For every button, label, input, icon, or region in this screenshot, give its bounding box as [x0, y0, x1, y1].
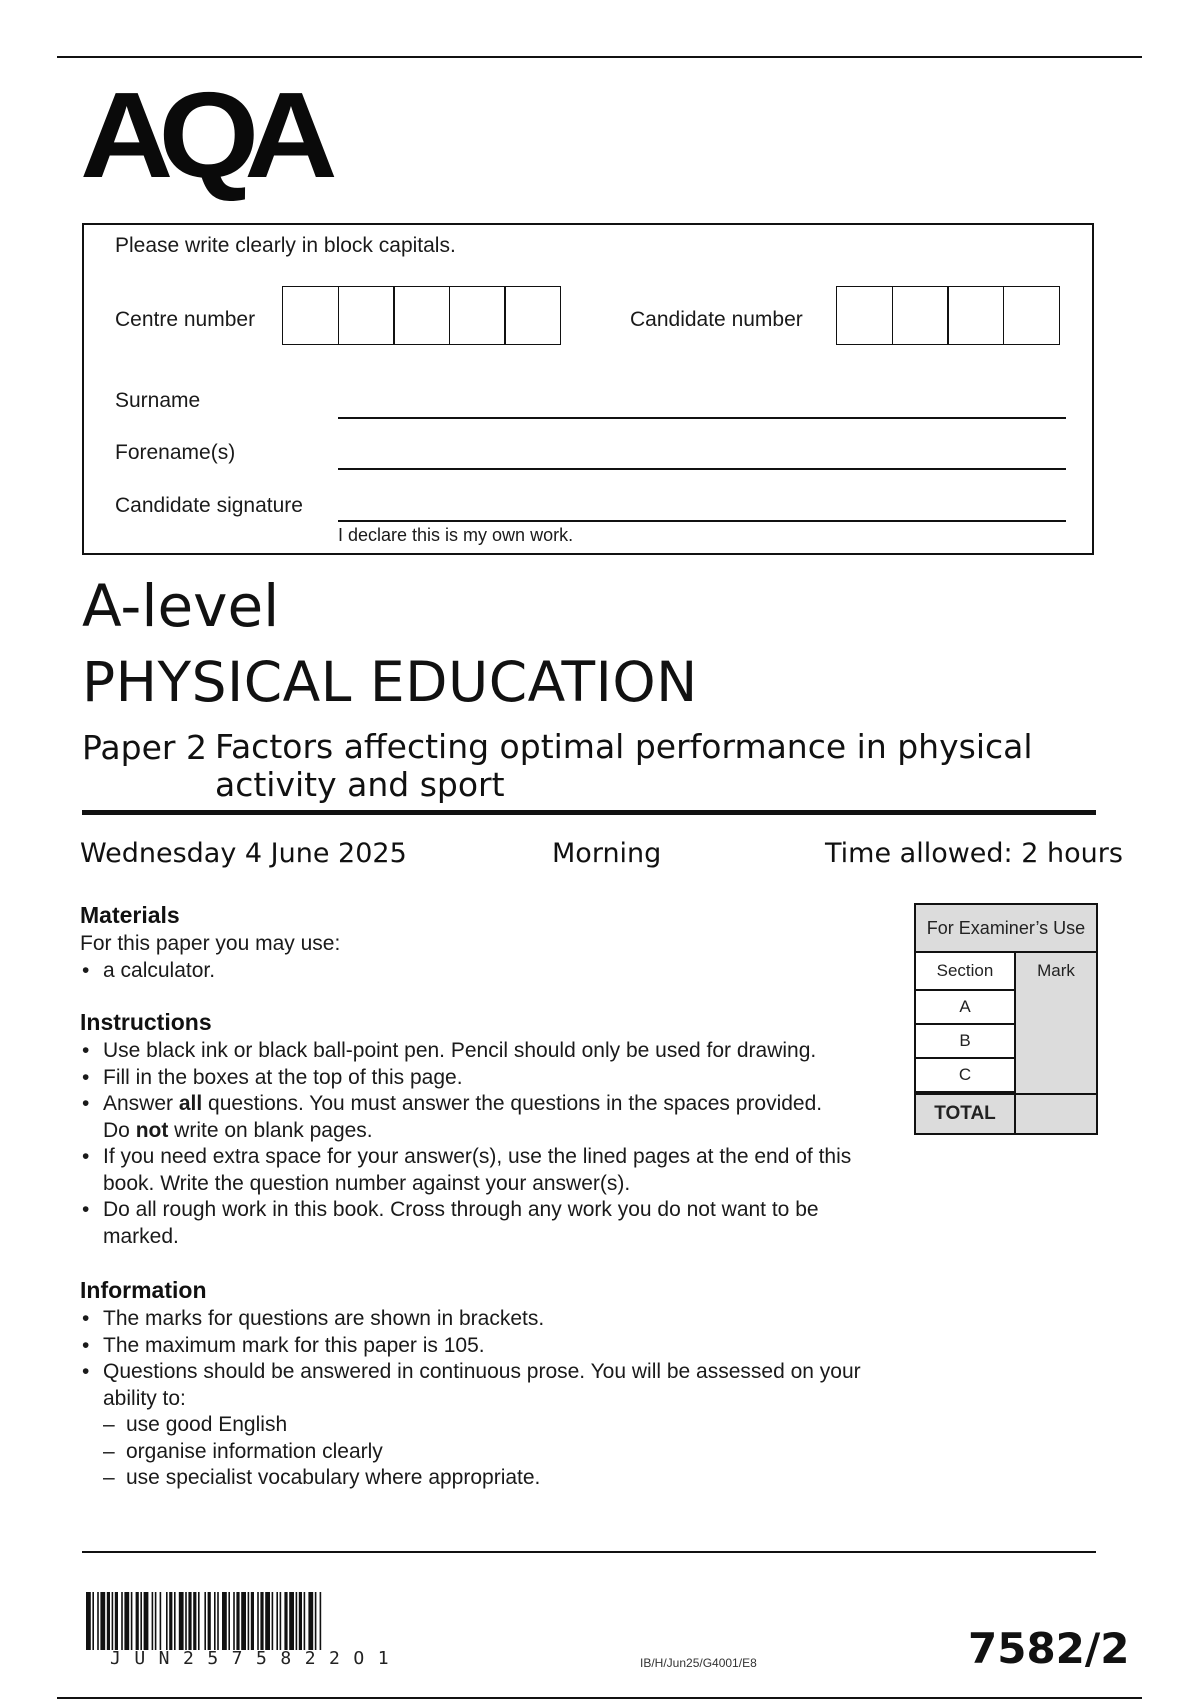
centre-number-label: Centre number — [115, 308, 256, 331]
barcode-bar — [136, 1592, 139, 1650]
barcode-bar — [121, 1592, 123, 1650]
surname-line[interactable] — [338, 417, 1066, 419]
paper-title: Factors affecting optimal performance in physical activity and sport — [215, 727, 1033, 804]
information-item: • Questions should be answered in continuous prose. You will be assessed on your ability to: — [80, 1359, 873, 1412]
information-sub-item: – use specialist vocabulary where appropriate. — [103, 1465, 890, 1492]
total-row — [916, 1093, 1096, 1133]
barcode-bar — [289, 1592, 294, 1650]
barcode — [86, 1592, 470, 1650]
examiner-table-header: For Examiner’s Use — [916, 905, 1096, 953]
candidate-number-digit[interactable] — [947, 286, 1004, 345]
information-sub-item: – use good English — [103, 1412, 890, 1439]
barcode-bar — [112, 1592, 114, 1650]
barcode-bar — [188, 1592, 191, 1650]
barcode-bar — [241, 1592, 246, 1650]
barcode-bar — [179, 1592, 184, 1650]
subject-title: PHYSICAL EDUCATION — [82, 650, 698, 714]
centre-number-digit[interactable] — [504, 286, 561, 345]
barcode-bar — [260, 1592, 263, 1650]
materials-intro: For this paper you may use: — [80, 932, 341, 955]
barcode-bar — [308, 1592, 313, 1650]
surname-label: Surname — [115, 389, 201, 412]
total-label: TOTAL — [916, 1095, 1016, 1133]
section-c-cell: C — [916, 1059, 1016, 1093]
barcode-bar — [193, 1592, 196, 1650]
centre-number-digit[interactable] — [338, 286, 395, 345]
barcode-bar — [92, 1592, 94, 1650]
barcode-bar — [280, 1592, 282, 1650]
information-section — [80, 1277, 890, 1492]
barcode-bar — [265, 1592, 270, 1650]
barcode-bar — [276, 1592, 278, 1650]
barcode-bar — [233, 1592, 235, 1650]
barcode-bar — [140, 1592, 142, 1650]
barcode-bar — [204, 1592, 206, 1650]
title-rule — [82, 810, 1096, 815]
instruction-item: • Do all rough work in this book. Cross through any work you do not want to be marked. — [80, 1197, 863, 1250]
barcode-bar — [248, 1592, 250, 1650]
barcode-bar — [131, 1592, 133, 1650]
exam-session: Morning — [552, 838, 662, 869]
forenames-label: Forename(s) — [115, 441, 236, 464]
paper-code: 7582/2 — [968, 1624, 1130, 1673]
mark-column-header: Mark — [1037, 961, 1075, 980]
barcode-bar — [185, 1592, 187, 1650]
barcode-text: JUN2575822O1 — [110, 1648, 403, 1669]
barcode-bar — [217, 1592, 219, 1650]
barcode-bar — [272, 1592, 274, 1650]
centre-number-boxes[interactable] — [282, 286, 561, 345]
signature-line[interactable] — [338, 520, 1066, 522]
barcode-bar — [208, 1592, 211, 1650]
materials-heading: Materials — [80, 902, 180, 928]
barcode-bar — [155, 1592, 157, 1650]
barcode-bar — [107, 1592, 110, 1650]
forenames-line[interactable] — [338, 468, 1066, 470]
candidate-number-digit[interactable] — [836, 286, 893, 345]
candidate-number-digit[interactable] — [892, 286, 949, 345]
barcode-bar — [284, 1592, 287, 1650]
instruction-item: • Fill in the boxes at the top of this page. — [80, 1065, 890, 1092]
exam-date: Wednesday 4 June 2025 — [80, 838, 407, 869]
barcode-bar — [296, 1592, 298, 1650]
information-item: • The marks for questions are shown in brackets. — [80, 1306, 890, 1333]
examiner-use-table — [914, 903, 1098, 1135]
signature-label: Candidate signature — [115, 494, 303, 517]
barcode-bar — [251, 1592, 254, 1650]
barcode-bar — [304, 1592, 306, 1650]
aqa-logo: AQA — [80, 67, 323, 203]
candidate-number-digit[interactable] — [1003, 286, 1060, 345]
barcode-bar — [299, 1592, 302, 1650]
barcode-bar — [257, 1592, 259, 1650]
barcode-bar — [228, 1592, 230, 1650]
section-column-header: Section — [916, 953, 1016, 991]
barcode-bar — [174, 1592, 176, 1650]
bottom-rule — [57, 1697, 1142, 1699]
barcode-bar — [236, 1592, 239, 1650]
barcode-bar — [214, 1592, 216, 1650]
barcode-bar — [115, 1592, 118, 1650]
barcode-bar — [124, 1592, 129, 1650]
candidate-number-boxes[interactable] — [836, 286, 1060, 345]
barcode-bar — [169, 1592, 172, 1650]
barcode-bar — [100, 1592, 105, 1650]
candidate-details-box — [82, 223, 1094, 555]
time-allowed: Time allowed: 2 hours — [825, 838, 1123, 869]
section-a-cell: A — [916, 991, 1016, 1025]
barcode-bar — [152, 1592, 154, 1650]
barcode-bar — [97, 1592, 99, 1650]
instructions-heading: Instructions — [80, 1009, 212, 1035]
barcode-bar — [166, 1592, 168, 1650]
barcode-bar — [198, 1592, 200, 1650]
barcode-bar — [86, 1592, 91, 1650]
barcode-bar — [320, 1592, 322, 1650]
information-item: • The maximum mark for this paper is 105. — [80, 1333, 890, 1360]
candidate-number-label: Candidate number — [630, 308, 803, 331]
own-work-declaration: I declare this is my own work. — [338, 525, 574, 545]
information-heading: Information — [80, 1277, 207, 1303]
barcode-bar — [144, 1592, 149, 1650]
top-rule — [57, 56, 1142, 58]
centre-number-digit[interactable] — [449, 286, 506, 345]
instruction-item: • Use black ink or black ball-point pen. Pencil should only be used for drawing. — [80, 1038, 890, 1065]
qualification-level: A-level — [82, 572, 280, 640]
instruction-item: • If you need extra space for your answer(s), use the lined pages at the end of this book. Write the question number against your answer(s). — [80, 1144, 863, 1197]
instruction-item: • Answer all questions. You must answer the questions in the spaces provided. Do not write on blank pages. — [80, 1091, 890, 1144]
materials-section — [80, 902, 880, 984]
paper-number: Paper 2 — [82, 728, 207, 767]
materials-item: • a calculator. — [80, 958, 880, 985]
barcode-bar — [222, 1592, 227, 1650]
footer-rule — [82, 1551, 1096, 1553]
instructions-section — [80, 1009, 890, 1250]
barcode-bar — [315, 1592, 317, 1650]
section-b-cell: B — [916, 1025, 1016, 1059]
block-capitals-instruction: Please write clearly in block capitals. — [115, 234, 456, 257]
barcode-bar — [160, 1592, 162, 1650]
centre-number-digit[interactable] — [282, 286, 339, 345]
paper-reference: IB/H/Jun25/G4001/E8 — [640, 1656, 757, 1670]
centre-number-digit[interactable] — [393, 286, 450, 345]
information-sub-item: – organise information clearly — [103, 1439, 890, 1466]
